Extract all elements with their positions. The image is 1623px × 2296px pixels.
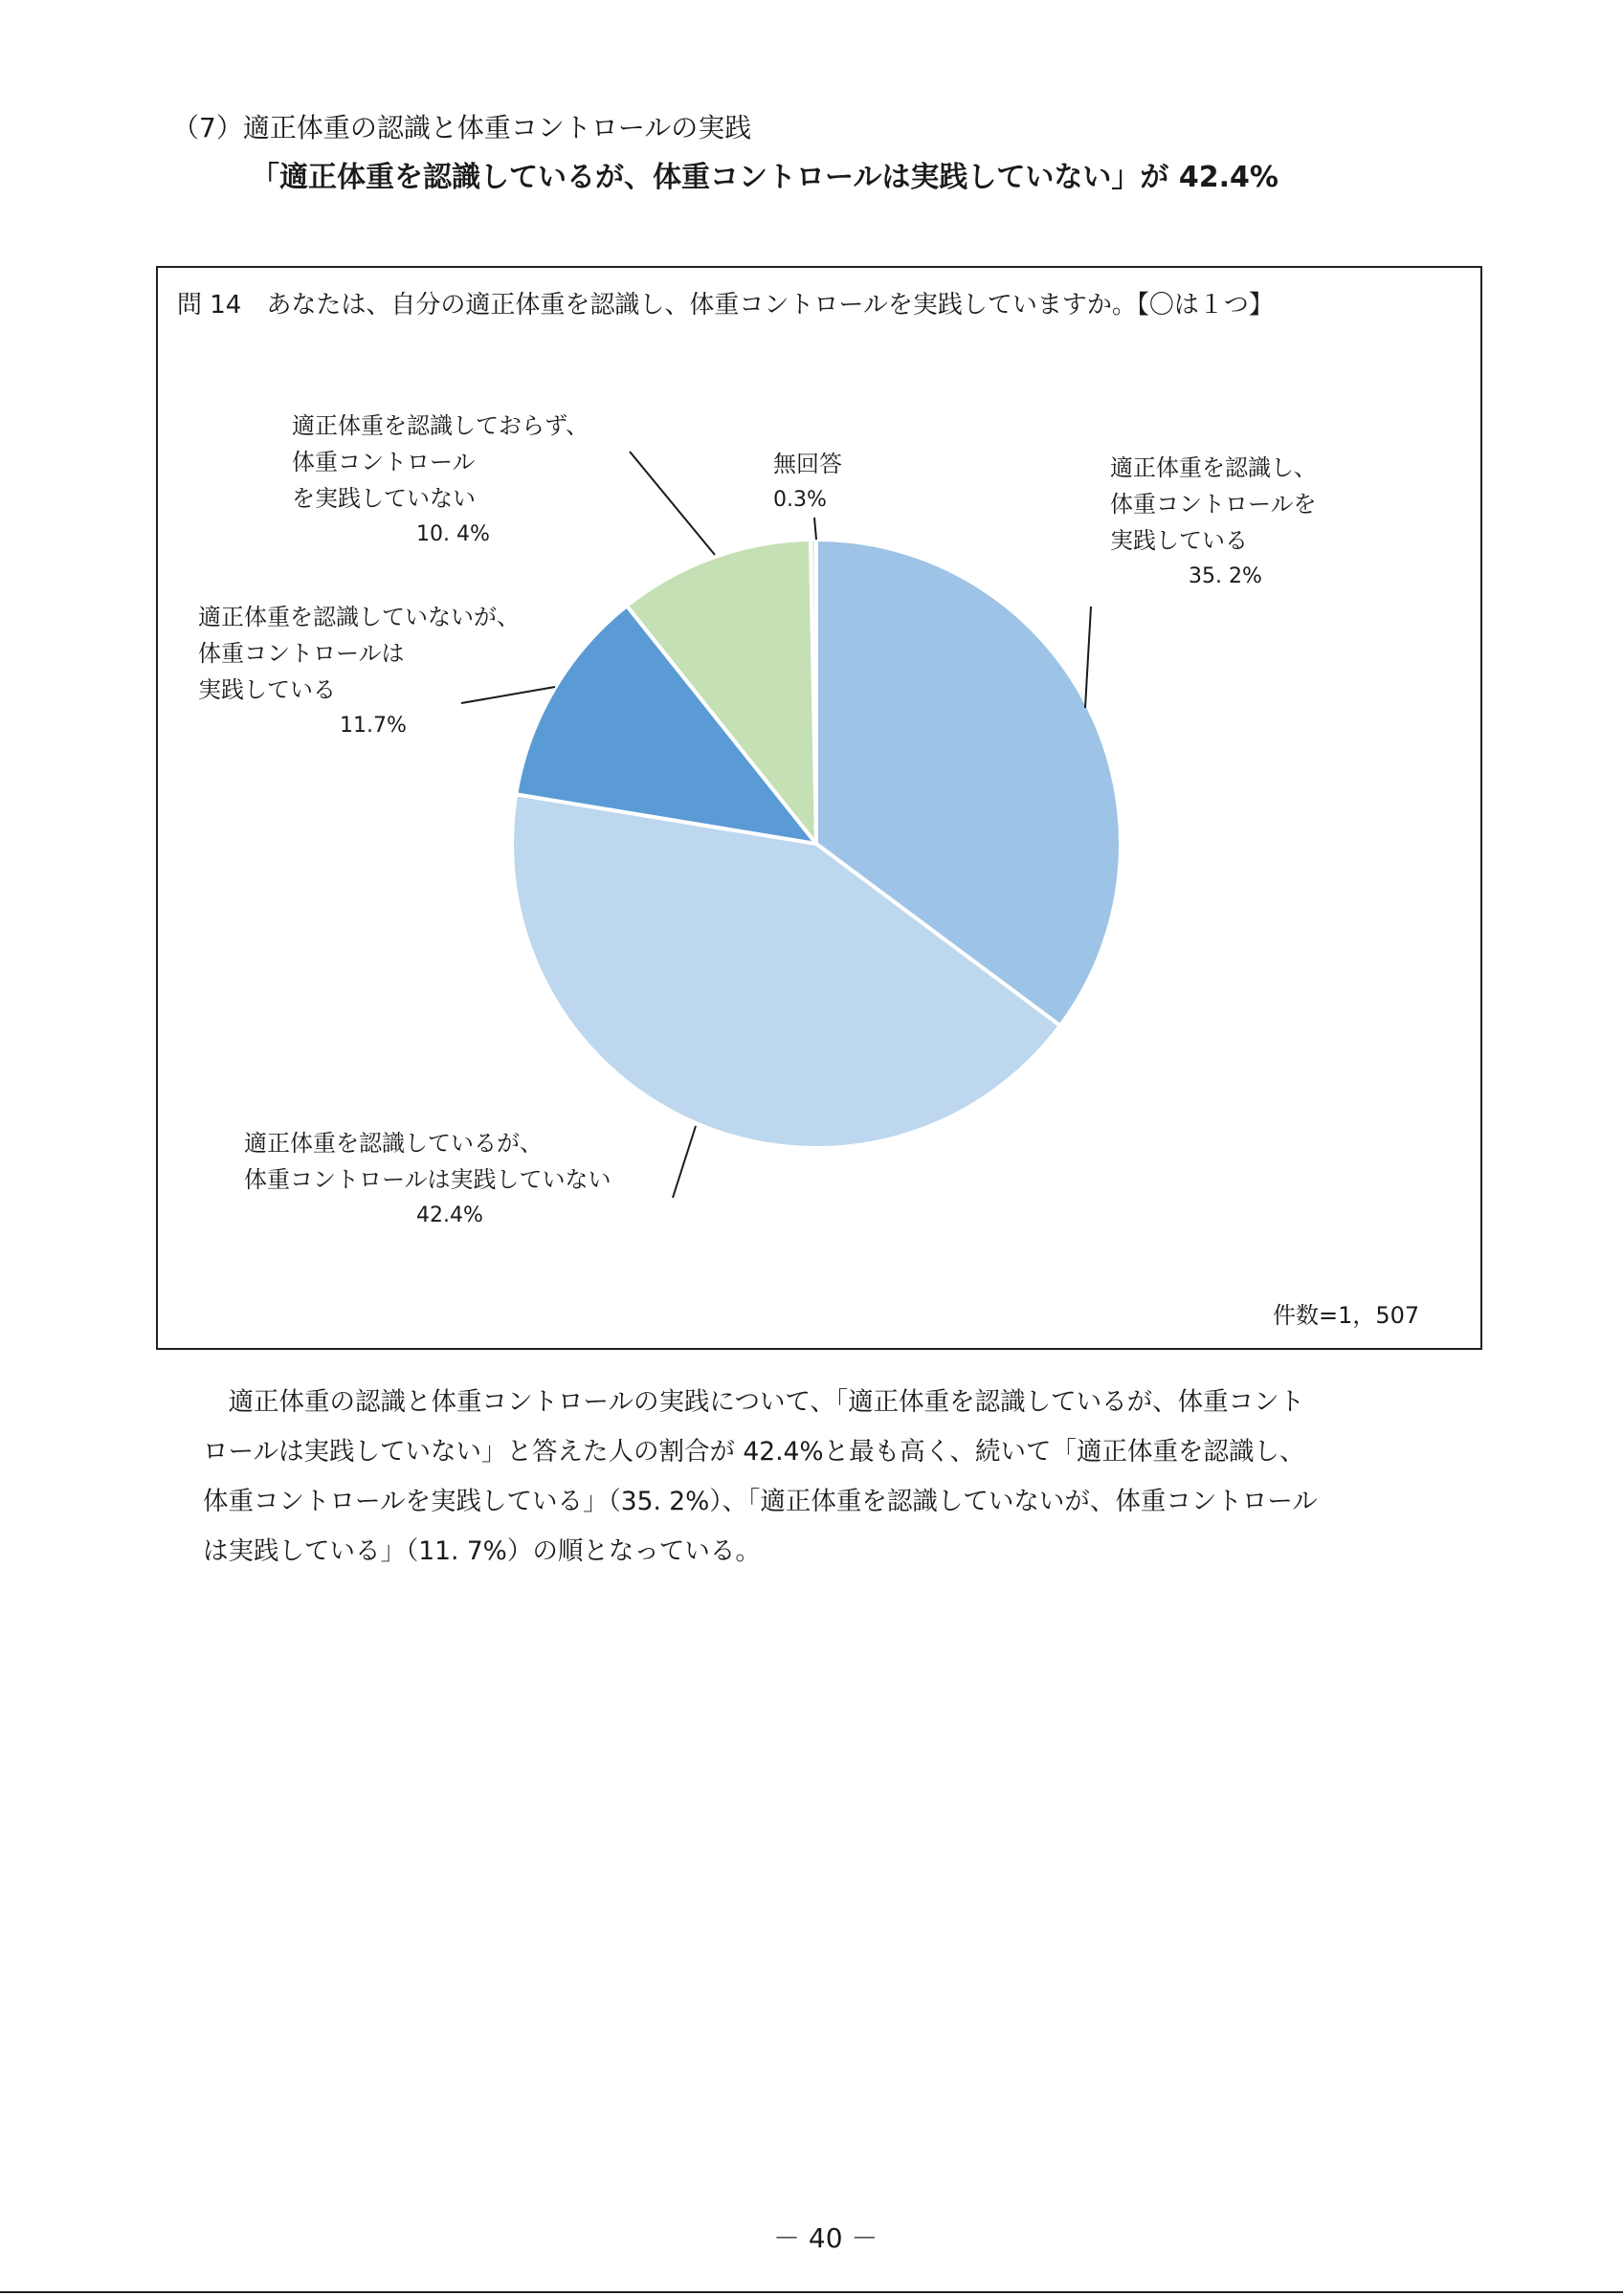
- body-line-0: 適正体重の認識と体重コントロールの実践について、「適正体重を認識しているが、体重コント: [203, 1387, 1305, 1417]
- slice-label-2-line-2: 実践している: [198, 676, 336, 703]
- slice-label-4-percent: 0.3%: [773, 488, 827, 512]
- slice-label-2-line-1: 体重コントロールは: [198, 640, 405, 667]
- slice-label-3-percent: 10. 4%: [416, 522, 490, 546]
- body-line-3: は実践している」（11. 7%）の順となっている。: [203, 1536, 761, 1566]
- leader-line-slice-4: [814, 518, 816, 540]
- bottom-rule: [0, 2291, 1623, 2293]
- leader-line-slice-0: [1085, 607, 1091, 708]
- slice-label-4: [773, 446, 842, 519]
- slice-label-0-line-1: 体重コントロールを: [1110, 491, 1317, 518]
- pie-slices: [512, 540, 1121, 1148]
- body-paragraph: [203, 1378, 1447, 1577]
- leader-line-slice-1: [673, 1126, 696, 1198]
- slice-label-2: [198, 599, 520, 744]
- slice-label-3: [292, 408, 589, 553]
- slice-label-0-line-0: 適正体重を認識し、: [1110, 454, 1317, 481]
- slice-label-2-line-0: 適正体重を認識していないが、: [198, 604, 520, 630]
- slice-label-4-line-0: 無回答: [773, 451, 842, 477]
- slice-label-1-line-0: 適正体重を認識しているが、: [244, 1130, 543, 1157]
- slice-label-0: [1110, 450, 1317, 595]
- slice-label-2-percent: 11.7%: [340, 714, 407, 738]
- slice-label-1-percent: 42.4%: [416, 1203, 483, 1227]
- section-heading: （7）適正体重の認識と体重コントロールの実践: [172, 112, 752, 144]
- leader-line-slice-3: [630, 452, 715, 555]
- body-line-1: ロールは実践していない」と答えた人の割合が 42.4%と最も高く、続いて「適正体重を認識し、: [203, 1437, 1305, 1467]
- question-text: 問 14 あなたは、自分の適正体重を認識し、体重コントロールを実践していますか。【〇は１つ】: [177, 291, 1274, 320]
- slice-label-3-line-2: を実践していない: [292, 485, 476, 512]
- slice-label-3-line-1: 体重コントロール: [292, 449, 476, 475]
- slice-label-1: [244, 1125, 611, 1234]
- slice-label-0-percent: 35. 2%: [1189, 564, 1262, 588]
- body-line-2: 体重コントロールを実践している」（35. 2%）、「適正体重を認識していないが、体重コントロール: [203, 1487, 1318, 1516]
- slice-label-3-line-0: 適正体重を認識しておらず、: [292, 412, 589, 439]
- page-number: － 40 －: [773, 2222, 878, 2254]
- headline: 「適正体重を認識しているが、体重コントロールは実践していない」が 42.4%: [251, 161, 1278, 194]
- slice-label-0-line-2: 実践している: [1110, 527, 1248, 554]
- sample-size: 件数=1，507: [1273, 1302, 1420, 1329]
- slice-label-1-line-1: 体重コントロールは実践していない: [244, 1166, 611, 1193]
